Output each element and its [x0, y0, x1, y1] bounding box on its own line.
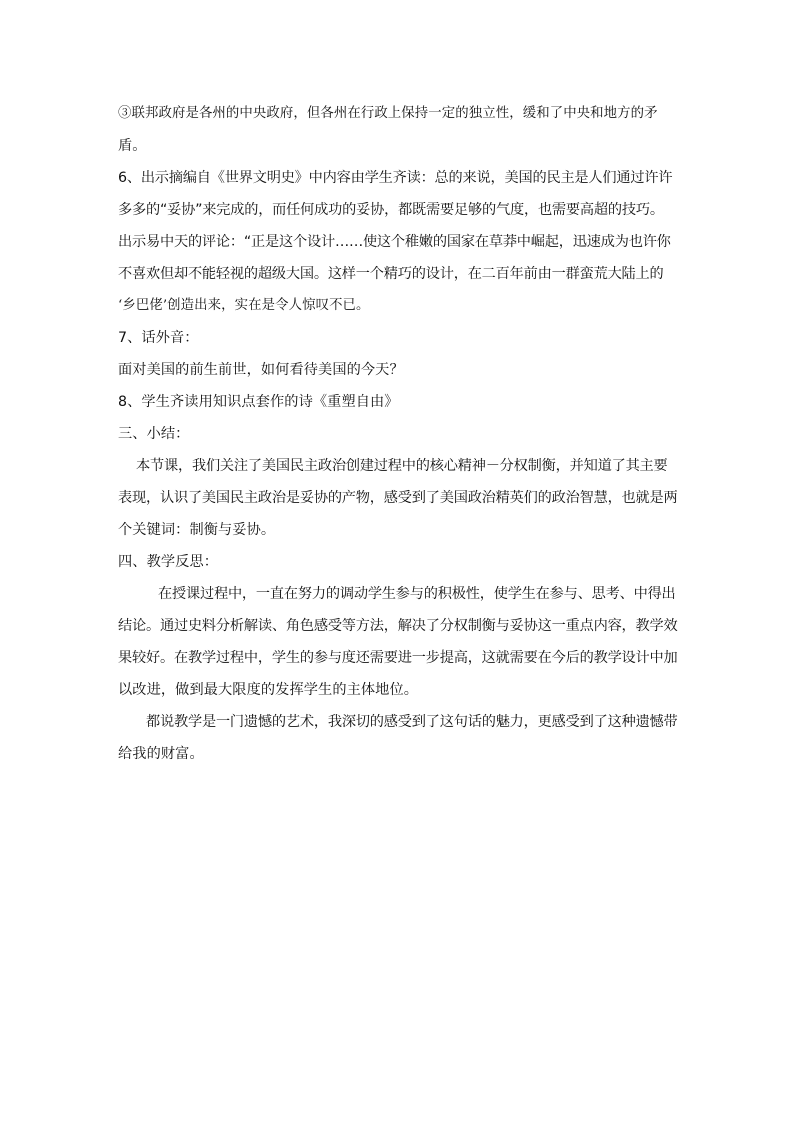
- section-reflection-heading: 四、教学反思：: [118, 554, 219, 570]
- summary-line-2: 表现，认识了美国民主政治是妥协的产物，感受到了美国政治精英们的政治智慧，也就是两: [118, 490, 678, 506]
- item-6-line-3: 出示易中天的评论：“正是这个设计……使这个稚嫩的国家在草莽中崛起，迅速成为也许你: [118, 234, 671, 250]
- item-6-line-4: 不喜欢但却不能轻视的超级大国。这样一个精巧的设计，在二百年前由一群蛮荒大陆上的: [118, 266, 664, 282]
- section-summary-heading: 三、小结：: [118, 426, 190, 442]
- summary-line-3: 个关键词：制衡与妥协。: [118, 522, 276, 538]
- reflection-line-5: 都说教学是一门遗憾的艺术，我深切的感受到了这句话的魅力，更感受到了这种遗憾带: [146, 714, 678, 730]
- paragraph-line-federal-government: ③联邦政府是各州的中央政府，但各州在行政上保持一定的独立性，缓和了中央和地方的矛: [118, 106, 658, 121]
- paragraph-line-federal-government-cont: 盾。: [118, 138, 147, 154]
- document-body: [118, 98, 690, 770]
- item-6-line-1: 6、出示摘编自《世界文明史》中内容由学生齐读：总的来说，美国的民主是人们通过许许: [118, 170, 673, 186]
- item-6-line-2: 多多的“妥协”来完成的，而任何成功的妥协，都既需要足够的气度，也需要高超的技巧。: [118, 202, 664, 218]
- reflection-line-4: 以改进，做到最大限度的发挥学生的主体地位。: [118, 682, 419, 698]
- reflection-line-3: 果较好。在教学过程中，学生的参与度还需要进一步提高，这就需要在今后的教学设计中加: [118, 650, 678, 666]
- item-8-line: 8、学生齐读用知识点套作的诗《重塑自由》: [118, 394, 399, 410]
- reflection-line-1: 在授课过程中，一直在努力的调动学生参与的积极性，使学生在参与、思考、中得出: [158, 586, 676, 602]
- reflection-line-2: 结论。通过史料分析解读、角色感受等方法，解决了分权制衡与妥协这一重点内容，教学效: [118, 618, 678, 634]
- item-6-line-5: ‘乡巴佬’创造出来，实在是令人惊叹不已。: [118, 298, 370, 313]
- item-7-question: 面对美国的前生前世，如何看待美国的今天？: [118, 362, 404, 378]
- item-7-heading: 7、话外音：: [118, 330, 199, 346]
- summary-line-1: 本节课，我们关注了美国民主政治创建过程中的核心精神－分权制衡，并知道了其主要: [136, 458, 668, 474]
- reflection-line-6: 给我的财富。: [118, 746, 204, 762]
